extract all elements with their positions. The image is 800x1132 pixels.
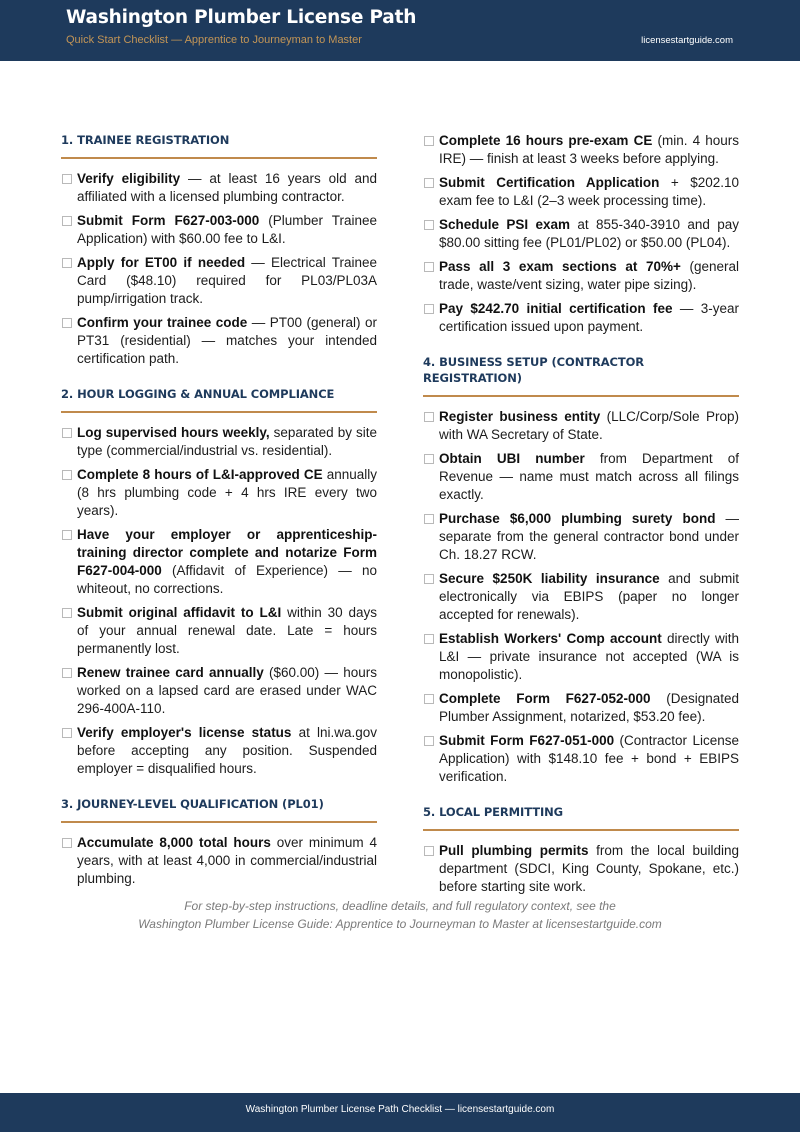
checklist-item: Pull plumbing permits from the local building department (SDCI, King County, Spokane, etc.) before starting site work. (423, 842, 739, 896)
checkbox[interactable] (424, 736, 434, 746)
checkbox[interactable] (62, 838, 72, 848)
checklist-item: Verify eligibility — at least 16 years old and affiliated with a licensed plumbing contractor. (61, 170, 377, 206)
header-site-link: licensestartguide.com (641, 35, 733, 46)
checklist-item: Complete 16 hours pre-exam CE (min. 4 hours IRE) — finish at least 3 weeks before applying. (423, 132, 739, 168)
section-heading: 5. LOCAL PERMITTING (423, 804, 739, 831)
checkbox[interactable] (62, 216, 72, 226)
checkbox[interactable] (424, 694, 434, 704)
footer-text: Washington Plumber License Path Checklist — licensestartguide.com (245, 1104, 555, 1115)
page-title: Washington Plumber License Path (66, 7, 417, 28)
checklist-item: Pay $242.70 initial certification fee — 3-year certification issued upon payment. (423, 300, 739, 336)
checkbox[interactable] (424, 304, 434, 314)
section-journey-level (61, 796, 377, 888)
checklist-item: Purchase $6,000 plumbing surety bond — separate from the general contractor bond under Ch. 18.27 RCW. (423, 510, 739, 564)
section-business-setup (423, 354, 739, 786)
checklist-item: Submit original affidavit to L&I within 30 days of your annual renewal date. Late = hours permanently lost. (61, 604, 377, 658)
page-subtitle: Quick Start Checklist — Apprentice to Journeyman to Master (66, 34, 362, 46)
section-trainee-registration (61, 132, 377, 368)
checkbox[interactable] (62, 428, 72, 438)
section-local-permitting (423, 804, 739, 896)
checklist-item: Register business entity (LLC/Corp/Sole Prop) with WA Secretary of State. (423, 408, 739, 444)
checklist-item: Log supervised hours weekly, separated by site type (commercial/industrial vs. residential). (61, 424, 377, 460)
checklist-item: Verify employer's license status at lni.wa.gov before accepting any position. Suspended employer = disqualified hours. (61, 724, 377, 778)
checklist-item: Submit Form F627-051-000 (Contractor License Application) with $148.10 fee + bond + EBIPS verification. (423, 732, 739, 786)
checkbox[interactable] (62, 258, 72, 268)
footer-note-line: Washington Plumber License Guide: Apprentice to Journeyman to Master at licensestartguide.com (138, 917, 662, 931)
checklist-item: Complete Form F627-052-000 (Designated Plumber Assignment, notarized, $53.20 fee). (423, 690, 739, 726)
section-heading: 3. JOURNEY-LEVEL QUALIFICATION (PL01) (61, 796, 377, 823)
checkbox[interactable] (424, 262, 434, 272)
checkbox[interactable] (424, 634, 434, 644)
checkbox[interactable] (424, 574, 434, 584)
right-column (423, 132, 739, 914)
section-heading: 4. BUSINESS SETUP (CONTRACTOR REGISTRATION) (423, 354, 739, 397)
checkbox[interactable] (424, 136, 434, 146)
checkbox[interactable] (424, 178, 434, 188)
checklist-item: Secure $250K liability insurance and submit electronically via EBIPS (paper no longer accepted for renewals). (423, 570, 739, 624)
section-hour-logging (61, 386, 377, 778)
checkbox[interactable] (424, 846, 434, 856)
checklist-item: Submit Certification Application + $202.10 exam fee to L&I (2–3 week processing time). (423, 174, 739, 210)
section-journey-level-continued (423, 132, 739, 336)
section-heading: 2. HOUR LOGGING & ANNUAL COMPLIANCE (61, 386, 377, 413)
checkbox[interactable] (424, 454, 434, 464)
checklist-item: Obtain UBI number from Department of Revenue — name must match across all filings exactly. (423, 450, 739, 504)
section-heading: 1. TRAINEE REGISTRATION (61, 132, 377, 159)
checklist-item: Apply for ET00 if needed — Electrical Trainee Card ($48.10) required for PL03/PL03A pump/irrigation track. (61, 254, 377, 308)
checklist-item: Establish Workers' Comp account directly with L&I — private insurance not accepted (WA is monopolistic). (423, 630, 739, 684)
checklist-item: Renew trainee card annually ($60.00) — hours worked on a lapsed card are erased under WAC 296-400A-110. (61, 664, 377, 718)
checklist-item: Submit Form F627-003-000 (Plumber Trainee Application) with $60.00 fee to L&I. (61, 212, 377, 248)
page-header (0, 0, 800, 61)
footer-note-line: For step-by-step instructions, deadline details, and full regulatory context, see the (184, 899, 616, 913)
checklist-item: Complete 8 hours of L&I-approved CE annually (8 hrs plumbing code + 4 hrs IRE every two years). (61, 466, 377, 520)
checkbox[interactable] (62, 668, 72, 678)
checklist-item: Have your employer or apprenticeship-training director complete and notarize Form F627-004-000 (Affidavit of Experience) — no whiteout, no corrections. (61, 526, 377, 598)
checklist-item: Pass all 3 exam sections at 70%+ (general trade, waste/vent sizing, water pipe sizing). (423, 258, 739, 294)
page-footer (0, 1093, 800, 1132)
footer-reference-note (0, 897, 800, 933)
checklist-item: Accumulate 8,000 total hours over minimum 4 years, with at least 4,000 in commercial/industrial plumbing. (61, 834, 377, 888)
checkbox[interactable] (424, 220, 434, 230)
checkbox[interactable] (62, 530, 72, 540)
checkbox[interactable] (62, 608, 72, 618)
checkbox[interactable] (62, 470, 72, 480)
checkbox[interactable] (424, 412, 434, 422)
checkbox[interactable] (62, 728, 72, 738)
left-column (61, 132, 377, 906)
checklist-item: Schedule PSI exam at 855-340-3910 and pay $80.00 sitting fee (PL01/PL02) or $50.00 (PL04). (423, 216, 739, 252)
checkbox[interactable] (62, 174, 72, 184)
checkbox[interactable] (424, 514, 434, 524)
checkbox[interactable] (62, 318, 72, 328)
checklist-item: Confirm your trainee code — PT00 (general) or PT31 (residential) — matches your intended certification path. (61, 314, 377, 368)
